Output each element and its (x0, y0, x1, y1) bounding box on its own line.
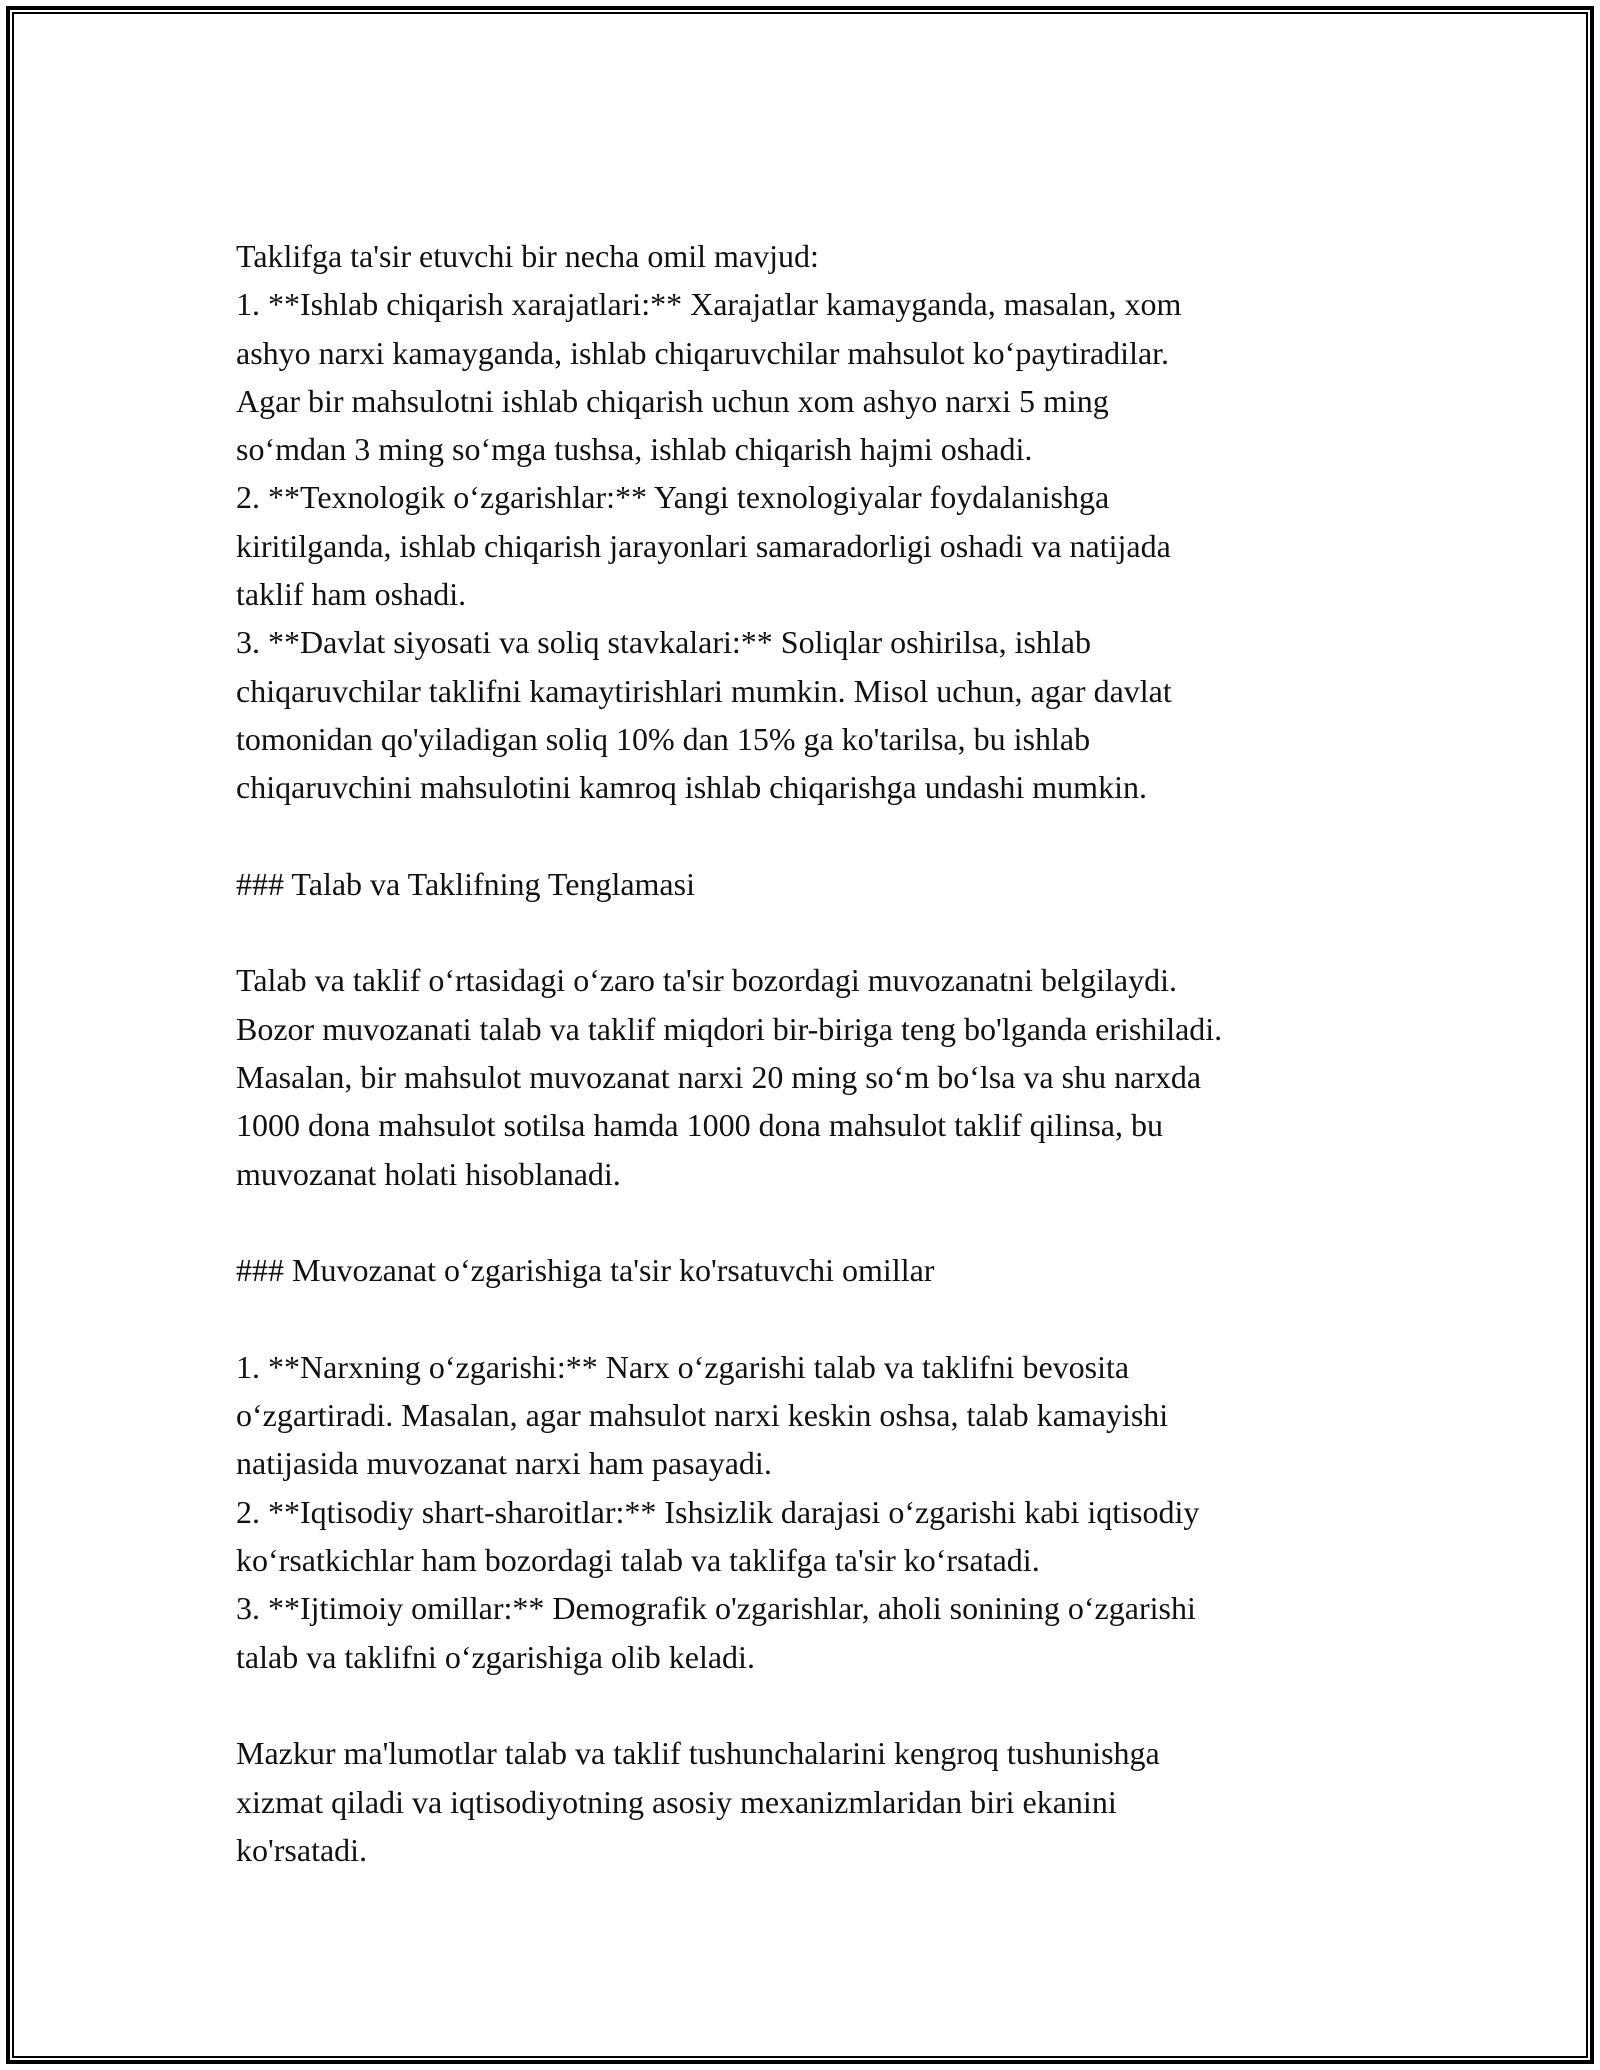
list-item-line: tomonidan qo'yiladigan soliq 10% dan 15% ga ko'tarilsa, bu ishlab (236, 720, 1091, 757)
blank-line (236, 1198, 1396, 1246)
list-item-line: ashyo narxi kamayganda, ishlab chiqaruvchilar mahsulot ko‘paytiradilar. (236, 334, 1170, 371)
list-item-line: 1. **Narxning o‘zgarishi:** Narx o‘zgarishi talab va taklifni bevosita (236, 1348, 1130, 1385)
document-body (236, 232, 1396, 1874)
paragraph-line: ko'rsatadi. (236, 1831, 368, 1868)
paragraph-line: xizmat qiladi va iqtisodiyotning asosiy mexanizmlaridan biri ekanini (236, 1783, 1117, 1820)
list-item-line: ko‘rsatkichlar ham bozordagi talab va taklifga ta'sir ko‘rsatadi. (236, 1542, 1040, 1579)
paragraph-line: Mazkur ma'lumotlar talab va taklif tushunchalarini kengroq tushunishga (236, 1735, 1160, 1772)
blank-line (236, 812, 1396, 860)
list-item-line: 2. **Iqtisodiy shart-sharoitlar:** Ishsizlik darajasi o‘zgarishi kabi iqtisodiy (236, 1493, 1200, 1530)
section-heading: ### Muvozanat o‘zgarishiga ta'sir ko'rsatuvchi omillar (236, 1252, 935, 1289)
paragraph-line: muvozanat holati hisoblanadi. (236, 1155, 621, 1192)
blank-line (236, 908, 1396, 956)
blank-line (236, 1295, 1396, 1343)
paragraph-line: 1000 dona mahsulot sotilsa hamda 1000 dona mahsulot taklif qilinsa, bu (236, 1107, 1163, 1144)
list-item-line: chiqaruvchilar taklifni kamaytirishlari mumkin. Misol uchun, agar davlat (236, 672, 1172, 709)
paragraph-line: Bozor muvozanati talab va taklif miqdori bir-biriga teng bo'lganda erishiladi. (236, 1010, 1223, 1047)
paragraph-line: Masalan, bir mahsulot muvozanat narxi 20 ming so‘m bo‘lsa va shu narxda (236, 1059, 1202, 1096)
list-item-line: 3. **Davlat siyosati va soliq stavkalari:** Soliqlar oshirilsa, ishlab (236, 624, 1091, 661)
blank-line (236, 1681, 1396, 1729)
list-item-line: 3. **Ijtimoiy omillar:** Demografik o'zgarishlar, aholi sonining o‘zgarishi (236, 1590, 1196, 1627)
list-item-line: natijasida muvozanat narxi ham pasayadi. (236, 1445, 772, 1482)
list-item-line: so‘mdan 3 ming so‘mga tushsa, ishlab chiqarish hajmi oshadi. (236, 431, 1033, 468)
intro-line: Taklifga ta'sir etuvchi bir necha omil mavjud: (236, 238, 819, 274)
list-item-line: taklif ham oshadi. (236, 576, 467, 613)
list-item-line: chiqaruvchini mahsulotini kamroq ishlab chiqarishga undashi mumkin. (236, 769, 1147, 806)
list-item-line: kiritilganda, ishlab chiqarish jarayonlari samaradorligi oshadi va natijada (236, 527, 1171, 564)
list-item-line: 1. **Ishlab chiqarish xarajatlari:** Xarajatlar kamayganda, masalan, xom (236, 286, 1182, 323)
section-heading: ### Talab va Taklifning Tenglamasi (236, 865, 695, 902)
paragraph-line: Talab va taklif o‘rtasidagi o‘zaro ta'sir bozordagi muvozanatni belgilaydi. (236, 962, 1177, 999)
list-item-line: o‘zgartiradi. Masalan, agar mahsulot narxi keskin oshsa, talab kamayishi (236, 1397, 1169, 1434)
list-item-line: Agar bir mahsulotni ishlab chiqarish uchun xom ashyo narxi 5 ming (236, 382, 1109, 419)
list-item-line: 2. **Texnologik o‘zgarishlar:** Yangi texnologiyalar foydalanishga (236, 479, 1110, 516)
list-item-line: talab va taklifni o‘zgarishiga olib keladi. (236, 1638, 755, 1675)
